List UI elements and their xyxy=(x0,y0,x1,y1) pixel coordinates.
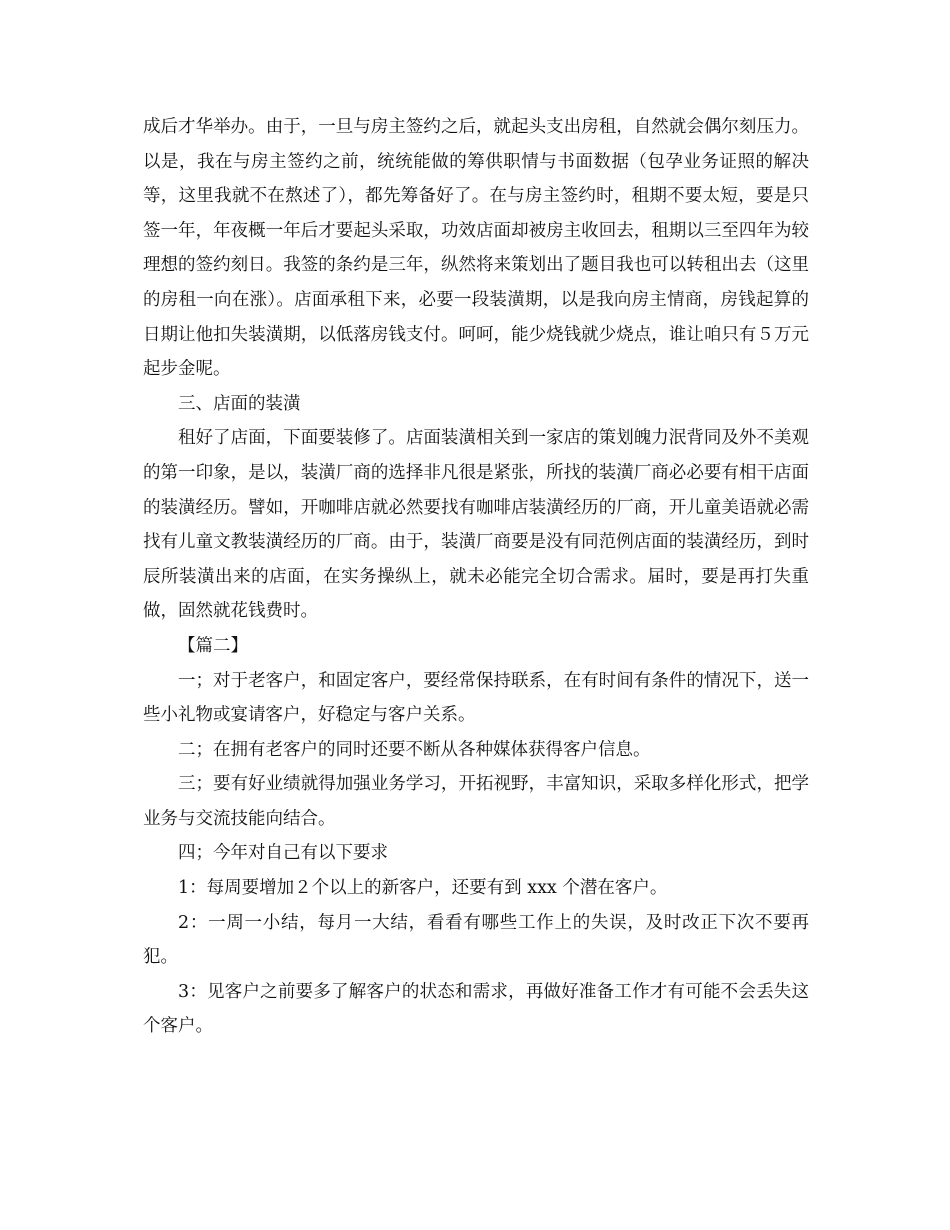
list-item-three: 三；要有好业绩就得加强业务学习，开拓视野，丰富知识，采取多样化形式，把学业务与交流技能向结合。 xyxy=(143,774,809,829)
sub-item-three: 3：见客户之前要多了解客户的状态和需求，再做好准备工作才有可能不会丢失这个客户。 xyxy=(143,981,809,1037)
section-heading-decoration: 三、店面的装潢 xyxy=(178,393,301,414)
paragraph-rent-lease: 成后才华举办。由于，一旦与房主签约之后，就起头支出房租，自然就会偶尔刻压力。以是，我在与房主签约之前，统统能做的筹供职情与书面数据（包孕业务证照的解决等，这里我就不在熬述了），都先筹备好了。在与房主签约时，租期不要太短，要是只签一年，年夜概一年后才要起头采取，功效店面却被房主收回去，租期以三至四年为较理想的签约刻日。我签的条约是三年，纵然将来策划出了题目我也可以转租出去（这里的房租一向在涨）。店面承租下来，必要一段装潢期，以是我向房主情商，房钱起算的日期让他扣失装潢期，以低落房钱支付。呵呵，能少烧钱就少烧点，谁让咱只有５万元起步金呢。 xyxy=(143,117,809,380)
list-item-one: 一；对于老客户，和固定客户，要经常保持联系，在有时间有条件的情况下，送一些小礼物或宴请客户，好稳定与客户关系。 xyxy=(143,670,809,726)
paragraph-decoration: 租好了店面，下面要装修了。店面装潢相关到一家店的策划魄力泯背同及外不美观的第一印象，是以，装潢厂商的选择非凡很是紧张，所找的装潢厂商必必要有相干店面的装潢经历。譬如，开咖啡店就必然要找有咖啡店装潢经历的厂商，开儿童美语就必需找有儿童文教装潢经历的厂商。由于，装潢厂商要是没有同范例店面的装潢经历，到时辰所装潢出来的店面，在实务操纵上，就未必能完全切合需求。届时，要是再打失重做，固然就花钱费时。 xyxy=(143,428,809,622)
sub-item-one: 1：每周要增加２个以上的新客户，还要有到 xxx 个潜在客户。 xyxy=(178,878,668,899)
section-heading-part-two: 【篇二】 xyxy=(178,635,248,656)
document-body xyxy=(143,110,809,1044)
list-item-two: 二；在拥有老客户的同时还要不断从各种媒体获得客户信息。 xyxy=(178,739,651,760)
list-item-four: 四；今年对自己有以下要求 xyxy=(178,843,388,864)
sub-item-two: 2：一周一小结，每月一大结，看看有哪些工作上的失误，及时改正下次不要再犯。 xyxy=(143,912,809,968)
